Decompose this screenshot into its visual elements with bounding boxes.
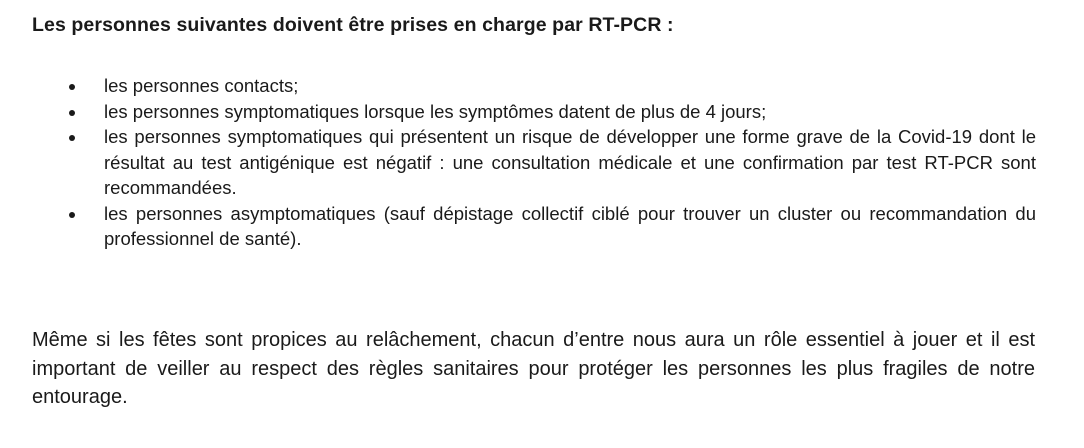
list-item [32, 124, 1036, 201]
document-page [32, 10, 1036, 408]
bullet-icon [69, 135, 75, 141]
list-item-text: les personnes symptomatiques lorsque les symptômes datent de plus de 4 jours; [104, 100, 767, 122]
list-item-text: les personnes asymptomatiques (sauf dépistage collectif ciblé pour trouver un cluster ou recommandation du professionnel de santé). [104, 202, 1036, 249]
list-item [32, 73, 1036, 99]
bullet-icon [69, 84, 75, 90]
body-paragraph: Même si les fêtes sont propices au relâchement, chacun d’entre nous aura un rôle essentiel à jouer et il est important de veiller au respect des règles sanitaires pour protéger les personnes les plus fragiles de notre entourage. [32, 329, 1035, 408]
list-item [32, 201, 1036, 252]
section-heading: Les personnes suivantes doivent être prises en charge par RT-PCR : [32, 14, 674, 36]
list-item [32, 99, 1036, 125]
bullet-icon [69, 212, 75, 218]
bullet-list [32, 73, 1036, 252]
bullet-icon [69, 110, 75, 116]
list-item-text: les personnes symptomatiques qui présentent un risque de développer une forme grave de la Covid-19 dont le résultat au test antigénique est négatif : une consultation médicale et une confirmation par test RT-PCR sont recommandées. [104, 126, 1036, 198]
list-item-text: les personnes contacts; [104, 75, 299, 96]
